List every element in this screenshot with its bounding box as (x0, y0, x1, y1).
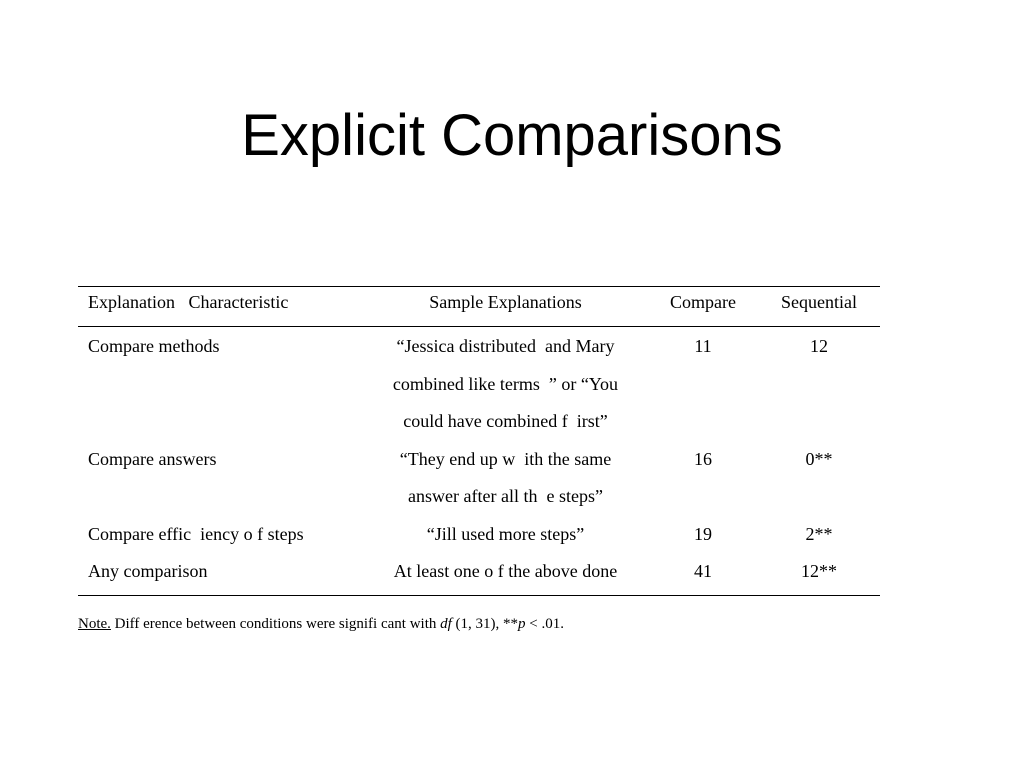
note-label: Note. (78, 616, 111, 632)
table-row (78, 441, 880, 516)
row-characteristic: Compare methods (88, 336, 220, 356)
header-sequential: Sequential (758, 287, 880, 327)
slide-title: Explicit Comparisons (241, 103, 783, 168)
row-sample (363, 516, 648, 554)
row-sequential-count: 12** (758, 553, 880, 595)
row-compare-count: 41 (648, 553, 758, 595)
row-sequential-count: 0** (805, 448, 833, 469)
header-compare: Compare (648, 287, 758, 327)
results-table (78, 286, 880, 596)
row-sample (363, 553, 648, 595)
row-compare-count: 19 (694, 523, 712, 544)
row-characteristic: Compare answers (88, 448, 217, 469)
row-sample (363, 441, 648, 516)
table-row (78, 553, 880, 595)
note-text: Diff erence between conditions were signifi cant with (114, 616, 437, 632)
sample-line: “Jill used more steps” (426, 523, 585, 544)
table-note (78, 614, 564, 634)
row-sequential-count: 2** (805, 523, 833, 544)
sample-line: “Jessica distributed and Mary (396, 336, 615, 356)
note-p-threshold: < .01. (529, 616, 565, 632)
row-compare-count: 16 (694, 448, 712, 469)
header-characteristic: Explanation Characteristic (78, 287, 363, 327)
header-sample: Sample Explanations (363, 287, 648, 327)
table-header-row (78, 287, 880, 327)
row-sequential-count: 12 (810, 336, 828, 356)
note-p: p (518, 616, 526, 632)
note-df-values: (1, 31), ** (455, 616, 519, 632)
sample-line: “They end up w ith the same (399, 448, 612, 469)
table-row (78, 327, 880, 441)
table-row (78, 516, 880, 554)
sample-line: At least one o f the above done (393, 561, 618, 581)
note-df: df (440, 616, 452, 632)
row-sample (363, 327, 648, 441)
results-table-container (78, 286, 880, 596)
row-characteristic: Any comparison (78, 553, 363, 595)
sample-line: combined like terms ” or “You (392, 373, 619, 394)
sample-line: answer after all th e steps” (408, 486, 603, 506)
sample-line: could have combined f irst” (403, 411, 608, 431)
row-compare-count: 11 (694, 336, 712, 356)
row-characteristic: Compare effic iency o f steps (88, 523, 304, 544)
